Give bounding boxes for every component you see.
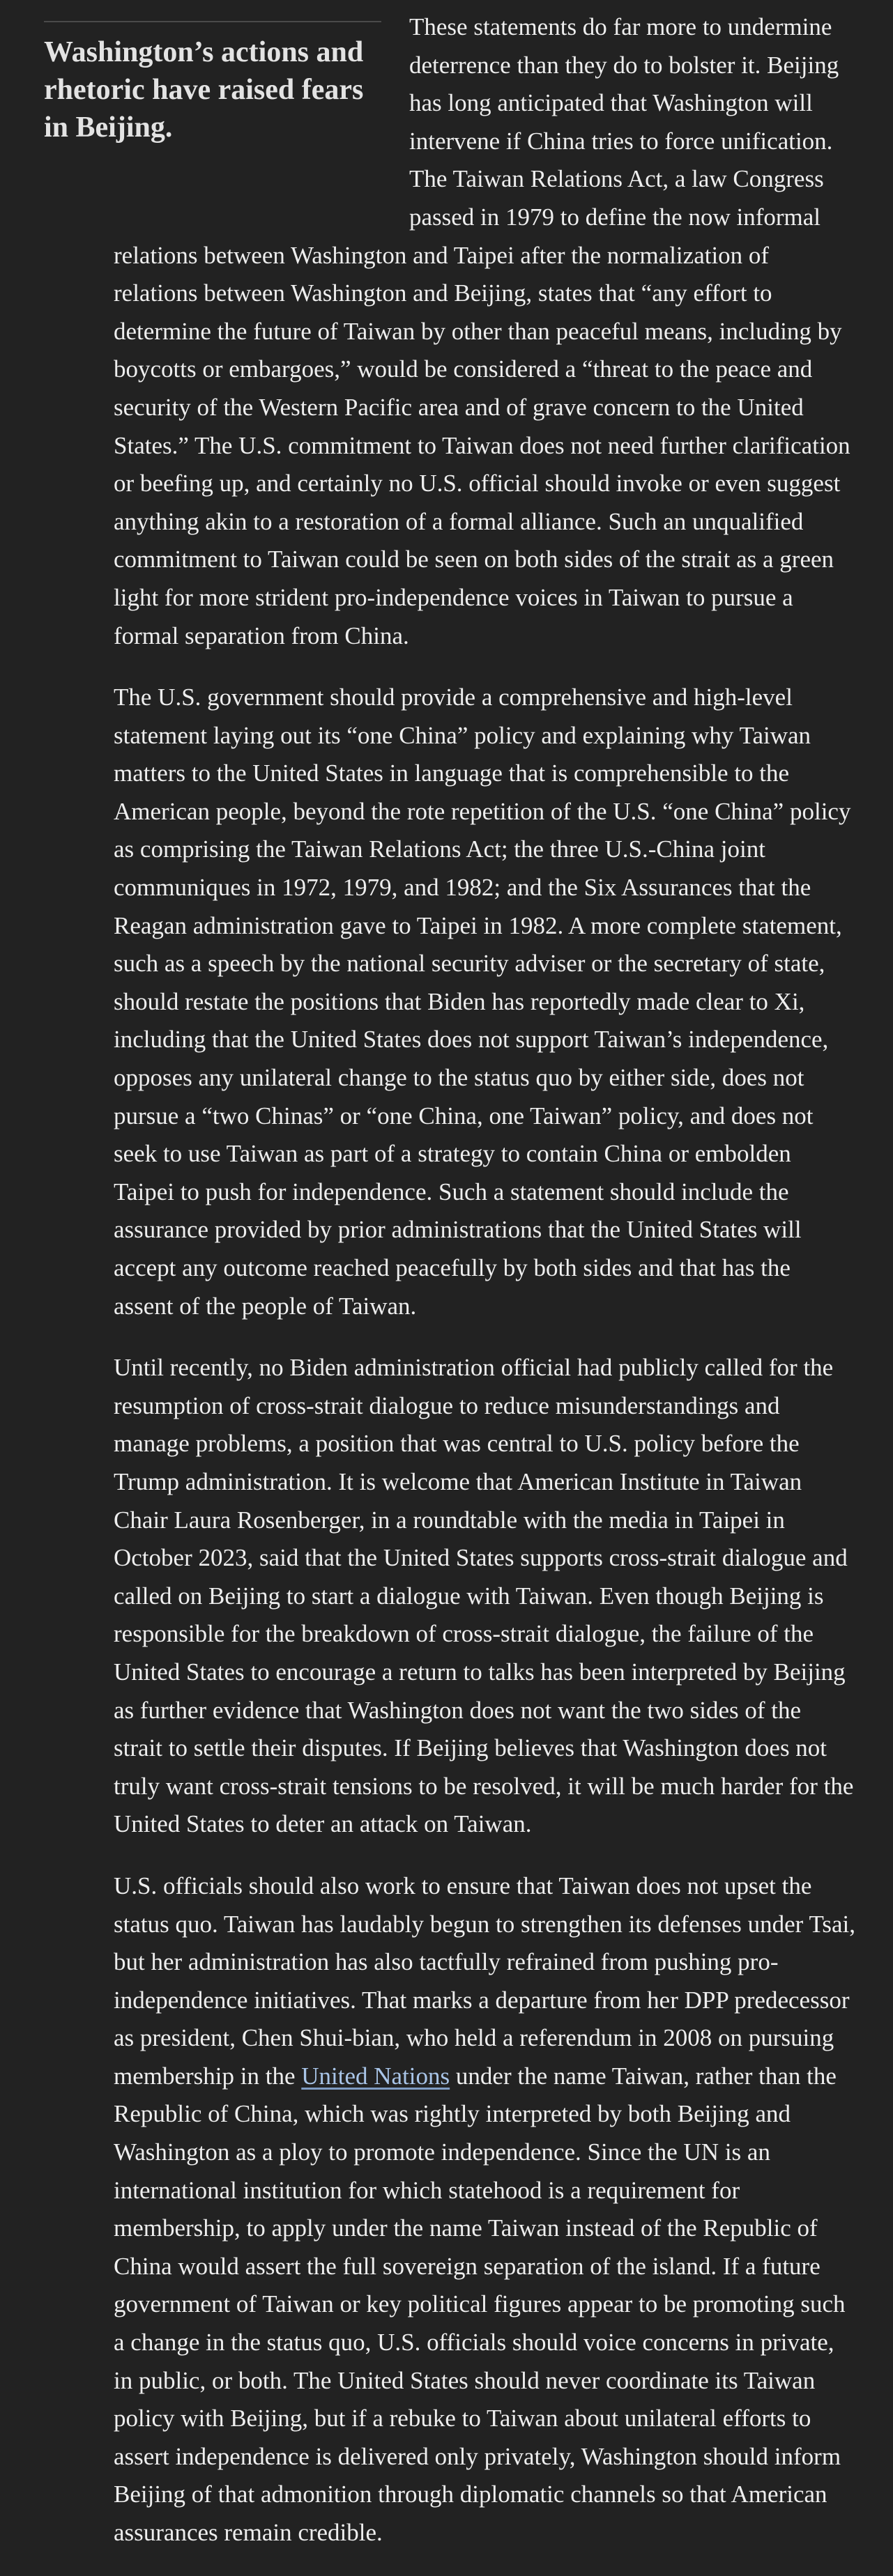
paragraph-one-china-statement: The U.S. government should provide a comprehensive and high-level statement laying out its “one China” policy and explaining why Taiwan matters to the United States in language that is comprehensible to the American people, beyond the rote repetition of the U.S. “one China” policy as comprising the Taiwan Relations Act; the three U.S.-China joint communiques in 1972, 1979, and 1982; and the Six Assurances that the Reagan administration gave to Taipei in 1982. A more complete statement, such as a speech by the national security adviser or the secretary of state, should restate the positions that Biden has reportedly made clear to Xi, including that the United States does not support Taiwan’s independence, opposes any unilateral change to the status quo by either side, does not pursue a “two Chinas” or “one China, one Taiwan” policy, and does not seek to use Taiwan as part of a strategy to contain China or embolden Taipei to push for independence. Such a statement should include the assurance provided by prior administrations that the United States will accept any outcome reached peacefully by both sides and that has the assent of the people of Taiwan. <box>114 684 851 1320</box>
paragraph-text-after-link: under the name Taiwan, rather than the Republic of China, which was rightly interpreted by both Beijing and Washington as a ploy to promote independence. Since the UN is an international institution for which statehood is a requirement for membership, to apply under the name Taiwan instead of the Republic of China would assert the full sovereign separation of the island. If a future government of Taiwan or key political figures appear to be promoting such a change in the status quo, U.S. officials should voice concerns in private, in public, or both. The United States should never coordinate its Taiwan policy with Beijing, but if a rebuke to Taiwan about unilateral efforts to assert independence is delivered only privately, Washington should inform Beijing of that admonition through diplomatic channels so that American assurances remain credible. <box>114 2062 846 2546</box>
paragraph-cross-strait-dialogue: Until recently, no Biden administration official had publicly called for the resumption of cross-strait dialogue to reduce misunderstandings and manage problems, a position that was central to U.S. policy before the Trump administration. It is welcome that American Institute in Taiwan Chair Laura Rosenberger, in a roundtable with the media in Taipei in October 2023, said that the United States supports cross-strait dialogue and called on Beijing to start a dialogue with Taiwan. Even though Beijing is responsible for the breakdown of cross-strait dialogue, the failure of the United States to encourage a return to talks has been interpreted by Beijing as further evidence that Washington does not want the two sides of the strait to settle their disputes. If Beijing believes that Washington does not truly want cross-strait tensions to be resolved, it will be much harder for the United States to deter an attack on Taiwan. <box>114 1354 854 1838</box>
united-nations-link[interactable]: United Nations <box>301 2062 450 2090</box>
paragraph-deterrence: These statements do far more to undermine deterrence than they do to bolster it. Beijing has long anticipated that Washington will intervene if China tries to force unification. The Taiwan Relations Act, a law Congress passed in 1979 to define the now informal relations between Washington and Taipei after the normalization of relations between Washington and Beijing, states that “any effort to determine the future of Taiwan by other than peaceful means, including by boycotts or embargoes,” would be considered a “threat to the peace and security of the Western Pacific area and of grave concern to the United States.” The U.S. commitment to Taiwan does not need further clarification or beefing up, and certainly no U.S. official should invoke or even suggest anything akin to a restoration of a formal alliance. Such an unqualified commitment to Taiwan could be seen on both sides of the strait as a green light for more strident pro-independence voices in Taiwan to pursue a formal separation from China. <box>114 13 850 649</box>
article-body <box>44 8 856 2576</box>
paragraph-status-quo <box>114 1867 855 2552</box>
pull-quote: Washington’s actions and rhetoric have raised fears in Beijing. <box>44 21 381 208</box>
paragraph-text-before-link: U.S. officials should also work to ensure that Taiwan does not upset the status quo. Taiwan has laudably begun to strengthen its defenses under Tsai, but her administration has also tactfully refrained from pushing pro-independence initiatives. That marks a departure from her DPP predecessor as president, Chen Shui-bian, who held a referendum in 2008 on pursuing membership in the <box>114 1872 856 2090</box>
